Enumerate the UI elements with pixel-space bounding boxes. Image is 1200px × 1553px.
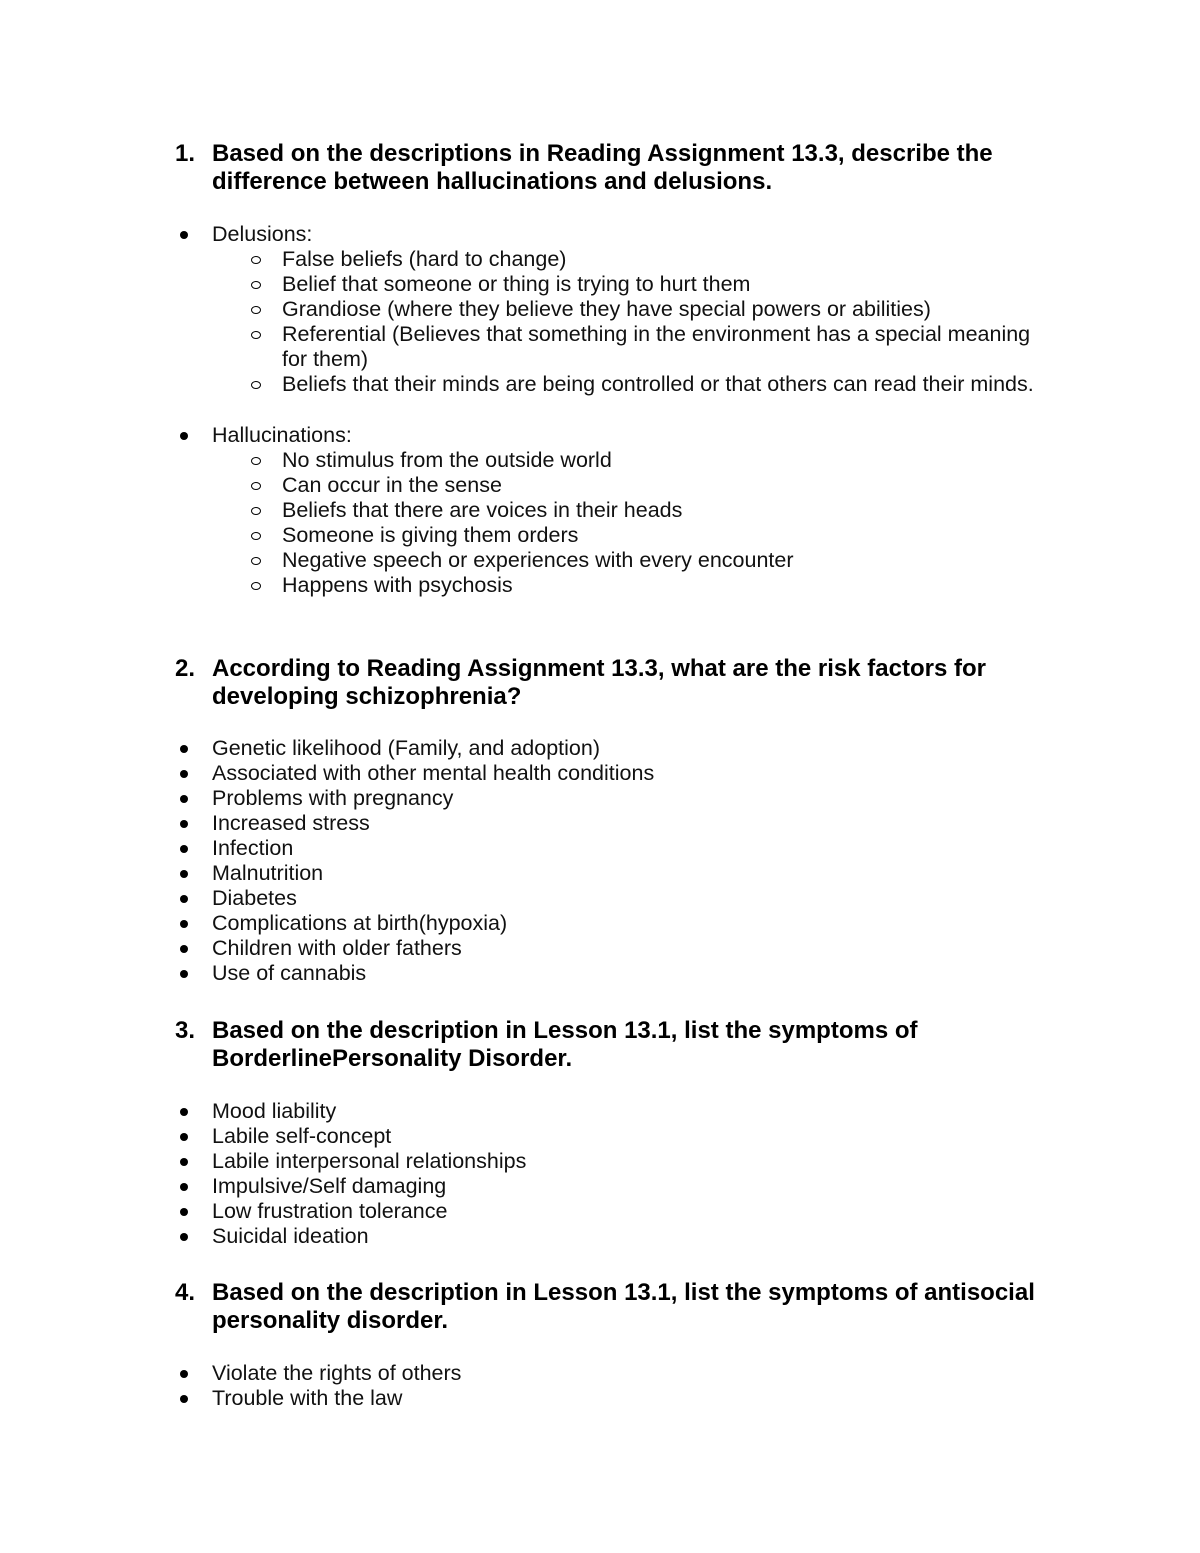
bullet-icon bbox=[180, 970, 188, 978]
list-item-delusions bbox=[175, 222, 1055, 397]
circle-bullet-icon bbox=[251, 306, 261, 314]
bullet-icon bbox=[180, 895, 188, 903]
circle-bullet-icon bbox=[251, 507, 261, 515]
question-text: Based on the descriptions in Reading Assignment 13.3, describe the difference between hallucinations and delusions. bbox=[212, 140, 993, 195]
circle-bullet-icon bbox=[251, 532, 261, 540]
group-label: Hallucinations: bbox=[212, 423, 352, 447]
sublist-item: Can occur in the sense bbox=[175, 473, 1055, 498]
bullet-icon bbox=[180, 770, 188, 778]
list-item: Increased stress bbox=[175, 811, 1055, 836]
list-item: Labile interpersonal relationships bbox=[175, 1149, 1055, 1174]
list-item: Mood liability bbox=[175, 1099, 1055, 1124]
list-item: Malnutrition bbox=[175, 861, 1055, 886]
sublist-item: Belief that someone or thing is trying to hurt them bbox=[175, 272, 1055, 297]
circle-bullet-icon bbox=[251, 381, 261, 389]
spacer bbox=[175, 397, 1055, 423]
question-3 bbox=[175, 1017, 1055, 1073]
bullet-icon bbox=[180, 920, 188, 928]
list-item: Children with older fathers bbox=[175, 936, 1055, 961]
question-1 bbox=[175, 140, 1055, 196]
bullet-icon bbox=[180, 432, 188, 440]
list-item: Infection bbox=[175, 836, 1055, 861]
sublist-item: Someone is giving them orders bbox=[175, 523, 1055, 548]
answer-list-2 bbox=[175, 736, 1055, 986]
question-number: 1. bbox=[175, 140, 196, 167]
bullet-icon bbox=[180, 1370, 188, 1378]
question-text: Based on the description in Lesson 13.1, list the symptoms of antisocial personality disorder. bbox=[212, 1279, 1035, 1334]
sublist-item: Referential (Believes that something in the environment has a special meaning for them) bbox=[175, 322, 1055, 372]
list-item: Genetic likelihood (Family, and adoption) bbox=[175, 736, 1055, 761]
bullet-icon bbox=[180, 745, 188, 753]
bullet-icon bbox=[180, 231, 188, 239]
sublist-delusions bbox=[212, 247, 1055, 397]
circle-bullet-icon bbox=[251, 256, 261, 264]
list-item: Trouble with the law bbox=[175, 1386, 1055, 1411]
question-text: According to Reading Assignment 13.3, what are the risk factors for developing schizophrenia? bbox=[212, 655, 986, 710]
bullet-icon bbox=[180, 820, 188, 828]
question-number: 4. bbox=[175, 1279, 196, 1306]
list-item: Problems with pregnancy bbox=[175, 786, 1055, 811]
answer-list-4 bbox=[175, 1361, 1055, 1411]
bullet-icon bbox=[180, 1133, 188, 1141]
bullet-icon bbox=[180, 845, 188, 853]
bullet-icon bbox=[180, 1208, 188, 1216]
sublist-item: Negative speech or experiences with every encounter bbox=[175, 548, 1055, 573]
question-number: 3. bbox=[175, 1017, 196, 1044]
bullet-icon bbox=[180, 945, 188, 953]
answer-list-1 bbox=[175, 222, 1055, 598]
circle-bullet-icon bbox=[251, 281, 261, 289]
question-4 bbox=[175, 1279, 1055, 1335]
group-label: Delusions: bbox=[212, 222, 313, 246]
list-item: Low frustration tolerance bbox=[175, 1199, 1055, 1224]
list-item: Violate the rights of others bbox=[175, 1361, 1055, 1386]
sublist-item: No stimulus from the outside world bbox=[175, 448, 1055, 473]
circle-bullet-icon bbox=[251, 582, 261, 590]
list-item-hallucinations bbox=[175, 423, 1055, 598]
answer-list-3 bbox=[175, 1099, 1055, 1249]
question-2 bbox=[175, 655, 1055, 711]
sublist-item: Beliefs that there are voices in their heads bbox=[175, 498, 1055, 523]
sublist-item: Grandiose (where they believe they have special powers or abilities) bbox=[175, 297, 1055, 322]
circle-bullet-icon bbox=[251, 331, 261, 339]
bullet-icon bbox=[180, 1233, 188, 1241]
list-item: Impulsive/Self damaging bbox=[175, 1174, 1055, 1199]
question-text: Based on the description in Lesson 13.1, list the symptoms of BorderlinePersonality Disorder. bbox=[212, 1017, 918, 1072]
list-item: Associated with other mental health conditions bbox=[175, 761, 1055, 786]
list-item: Use of cannabis bbox=[175, 961, 1055, 986]
list-item: Complications at birth(hypoxia) bbox=[175, 911, 1055, 936]
list-item: Diabetes bbox=[175, 886, 1055, 911]
sublist-item: Happens with psychosis bbox=[175, 573, 1055, 598]
bullet-icon bbox=[180, 795, 188, 803]
question-number: 2. bbox=[175, 655, 196, 682]
circle-bullet-icon bbox=[251, 457, 261, 465]
sublist-item: False beliefs (hard to change) bbox=[175, 247, 1055, 272]
circle-bullet-icon bbox=[251, 482, 261, 490]
bullet-icon bbox=[180, 870, 188, 878]
bullet-icon bbox=[180, 1158, 188, 1166]
list-item: Suicidal ideation bbox=[175, 1224, 1055, 1249]
sublist-hallucinations bbox=[212, 448, 1055, 598]
bullet-icon bbox=[180, 1183, 188, 1191]
bullet-icon bbox=[180, 1395, 188, 1403]
circle-bullet-icon bbox=[251, 557, 261, 565]
bullet-icon bbox=[180, 1108, 188, 1116]
sublist-item: Beliefs that their minds are being controlled or that others can read their minds. bbox=[175, 372, 1055, 397]
list-item: Labile self-concept bbox=[175, 1124, 1055, 1149]
